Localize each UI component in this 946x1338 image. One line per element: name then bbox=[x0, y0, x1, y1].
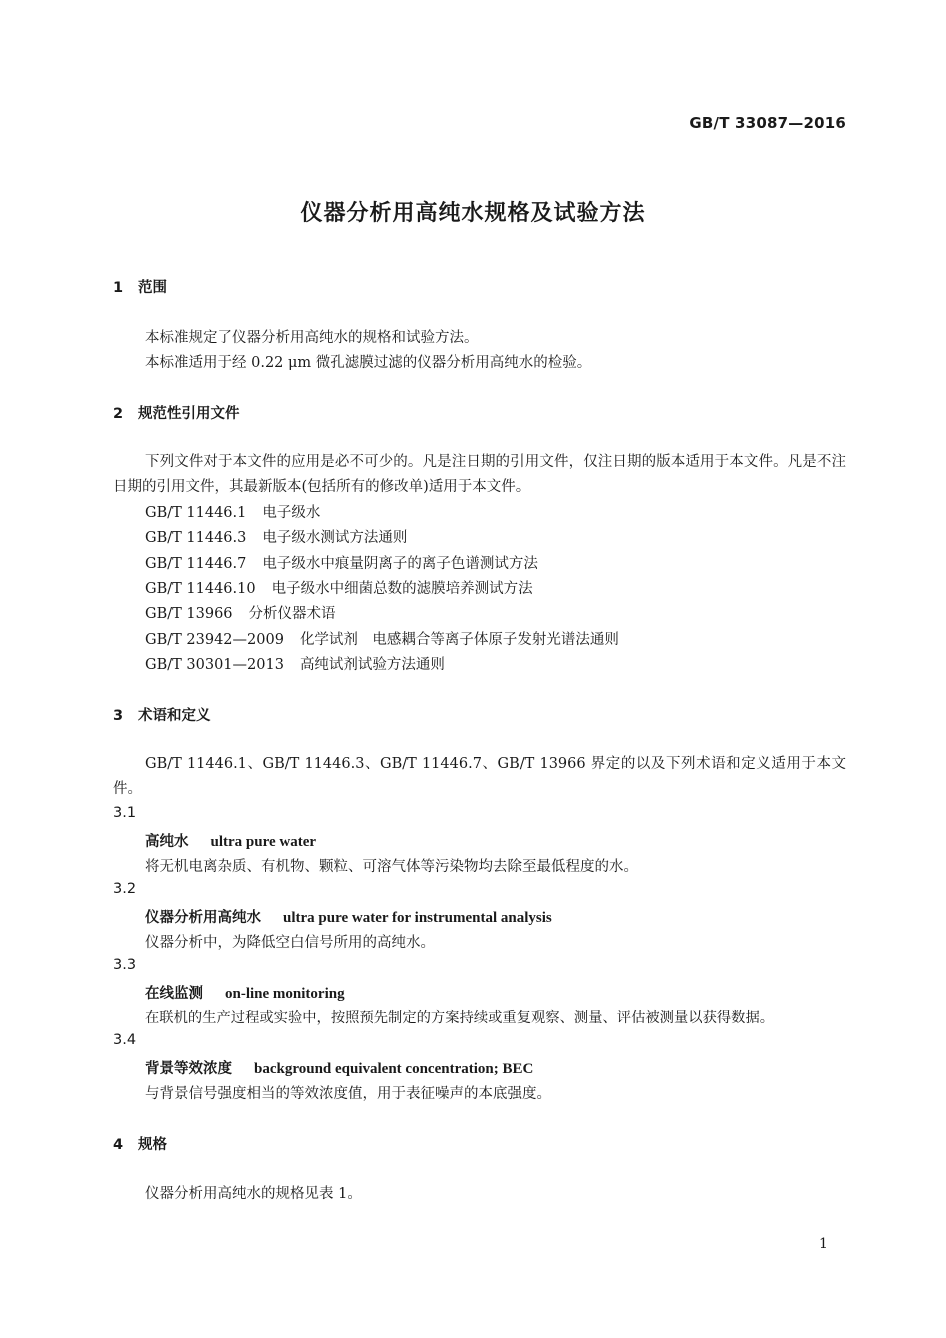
specification-paragraph: 仪器分析用高纯水的规格见表 1。 bbox=[145, 1186, 362, 1202]
term-heading bbox=[145, 982, 345, 1003]
section-heading-specification bbox=[113, 1133, 167, 1154]
section-title: 范围 bbox=[138, 280, 167, 296]
section-number: 3 bbox=[113, 708, 124, 724]
term-cn: 背景等效浓度 bbox=[145, 1061, 232, 1077]
term-cn: 仪器分析用高纯水 bbox=[145, 910, 261, 926]
term-cn: 高纯水 bbox=[145, 834, 189, 850]
standard-code: GB/T 33087—2016 bbox=[689, 114, 846, 132]
section-heading-normative-references bbox=[113, 402, 240, 423]
reference-code: GB/T 11446.7 bbox=[145, 556, 247, 572]
term-number: 3.4 bbox=[113, 1032, 137, 1048]
term-heading bbox=[145, 1057, 533, 1078]
section-number: 1 bbox=[113, 280, 124, 296]
term-definition: 将无机电离杂质、有机物、颗粒、可溶气体等污染物均去除至最低程度的水。 bbox=[145, 859, 638, 875]
references-intro: 下列文件对于本文件的应用是必不可少的。凡是注日期的引用文件，仅注日期的版本适用于本文件。凡是不注日期的引用文件，其最新版本(包括所有的修改单)适用于本文件。 bbox=[113, 454, 846, 495]
term-en: ultra pure water bbox=[210, 834, 317, 850]
reference-item bbox=[145, 526, 407, 547]
scope-paragraph-2: 本标准适用于经 0.22 μm 微孔滤膜过滤的仪器分析用高纯水的检验。 bbox=[145, 355, 592, 371]
section-number: 4 bbox=[113, 1137, 124, 1153]
reference-title: 高纯试剂试验方法通则 bbox=[299, 657, 445, 673]
reference-item bbox=[145, 628, 619, 649]
term-number: 3.1 bbox=[113, 805, 137, 821]
term-en: ultra pure water for instrumental analysis bbox=[283, 910, 552, 926]
document-title: 仪器分析用高纯水规格及试验方法 bbox=[300, 201, 646, 226]
terms-intro: GB/T 11446.1、GB/T 11446.3、GB/T 11446.7、GB/T 13966 界定的以及下列术语和定义适用于本文件。 bbox=[113, 756, 846, 797]
reference-code: GB/T 11446.3 bbox=[145, 530, 247, 546]
reference-item bbox=[145, 602, 336, 623]
reference-title: 分析仪器术语 bbox=[248, 606, 336, 622]
scope-paragraph-1: 本标准规定了仪器分析用高纯水的规格和试验方法。 bbox=[145, 330, 479, 346]
reference-item bbox=[145, 577, 533, 598]
section-heading-terms bbox=[113, 704, 211, 725]
reference-code: GB/T 11446.1 bbox=[145, 505, 247, 521]
reference-code: GB/T 11446.10 bbox=[145, 581, 256, 597]
term-definition: 仪器分析中，为降低空白信号所用的高纯水。 bbox=[145, 935, 435, 951]
reference-title: 电子级水中痕量阴离子的离子色谱测试方法 bbox=[262, 556, 538, 572]
term-cn: 在线监测 bbox=[145, 986, 203, 1002]
term-en: background equivalent concentration; BEC bbox=[254, 1061, 534, 1077]
reference-item bbox=[145, 501, 320, 522]
reference-title: 电子级水 bbox=[262, 505, 321, 521]
term-heading bbox=[145, 830, 316, 851]
term-number: 3.2 bbox=[113, 881, 137, 897]
section-title: 规格 bbox=[138, 1137, 167, 1153]
term-heading bbox=[145, 906, 552, 927]
reference-code: GB/T 13966 bbox=[145, 606, 233, 622]
reference-code: GB/T 30301—2013 bbox=[145, 657, 284, 673]
section-title: 术语和定义 bbox=[138, 708, 211, 724]
reference-item bbox=[145, 552, 538, 573]
page-number: 1 bbox=[819, 1236, 828, 1252]
term-definition: 在联机的生产过程或实验中，按照预先制定的方案持续或重复观察、测量、评估被测量以获得数据。 bbox=[145, 1010, 775, 1026]
reference-title: 化学试剂 电感耦合等离子体原子发射光谱法通则 bbox=[299, 632, 619, 648]
reference-item bbox=[145, 653, 445, 674]
reference-title: 电子级水测试方法通则 bbox=[262, 530, 408, 546]
reference-title: 电子级水中细菌总数的滤膜培养测试方法 bbox=[271, 581, 533, 597]
section-title: 规范性引用文件 bbox=[138, 406, 240, 422]
term-en: on-line monitoring bbox=[225, 986, 345, 1002]
reference-code: GB/T 23942—2009 bbox=[145, 632, 284, 648]
term-definition: 与背景信号强度相当的等效浓度值，用于表征噪声的本底强度。 bbox=[145, 1086, 551, 1102]
section-number: 2 bbox=[113, 406, 124, 422]
term-number: 3.3 bbox=[113, 957, 137, 973]
section-heading-scope bbox=[113, 276, 167, 297]
